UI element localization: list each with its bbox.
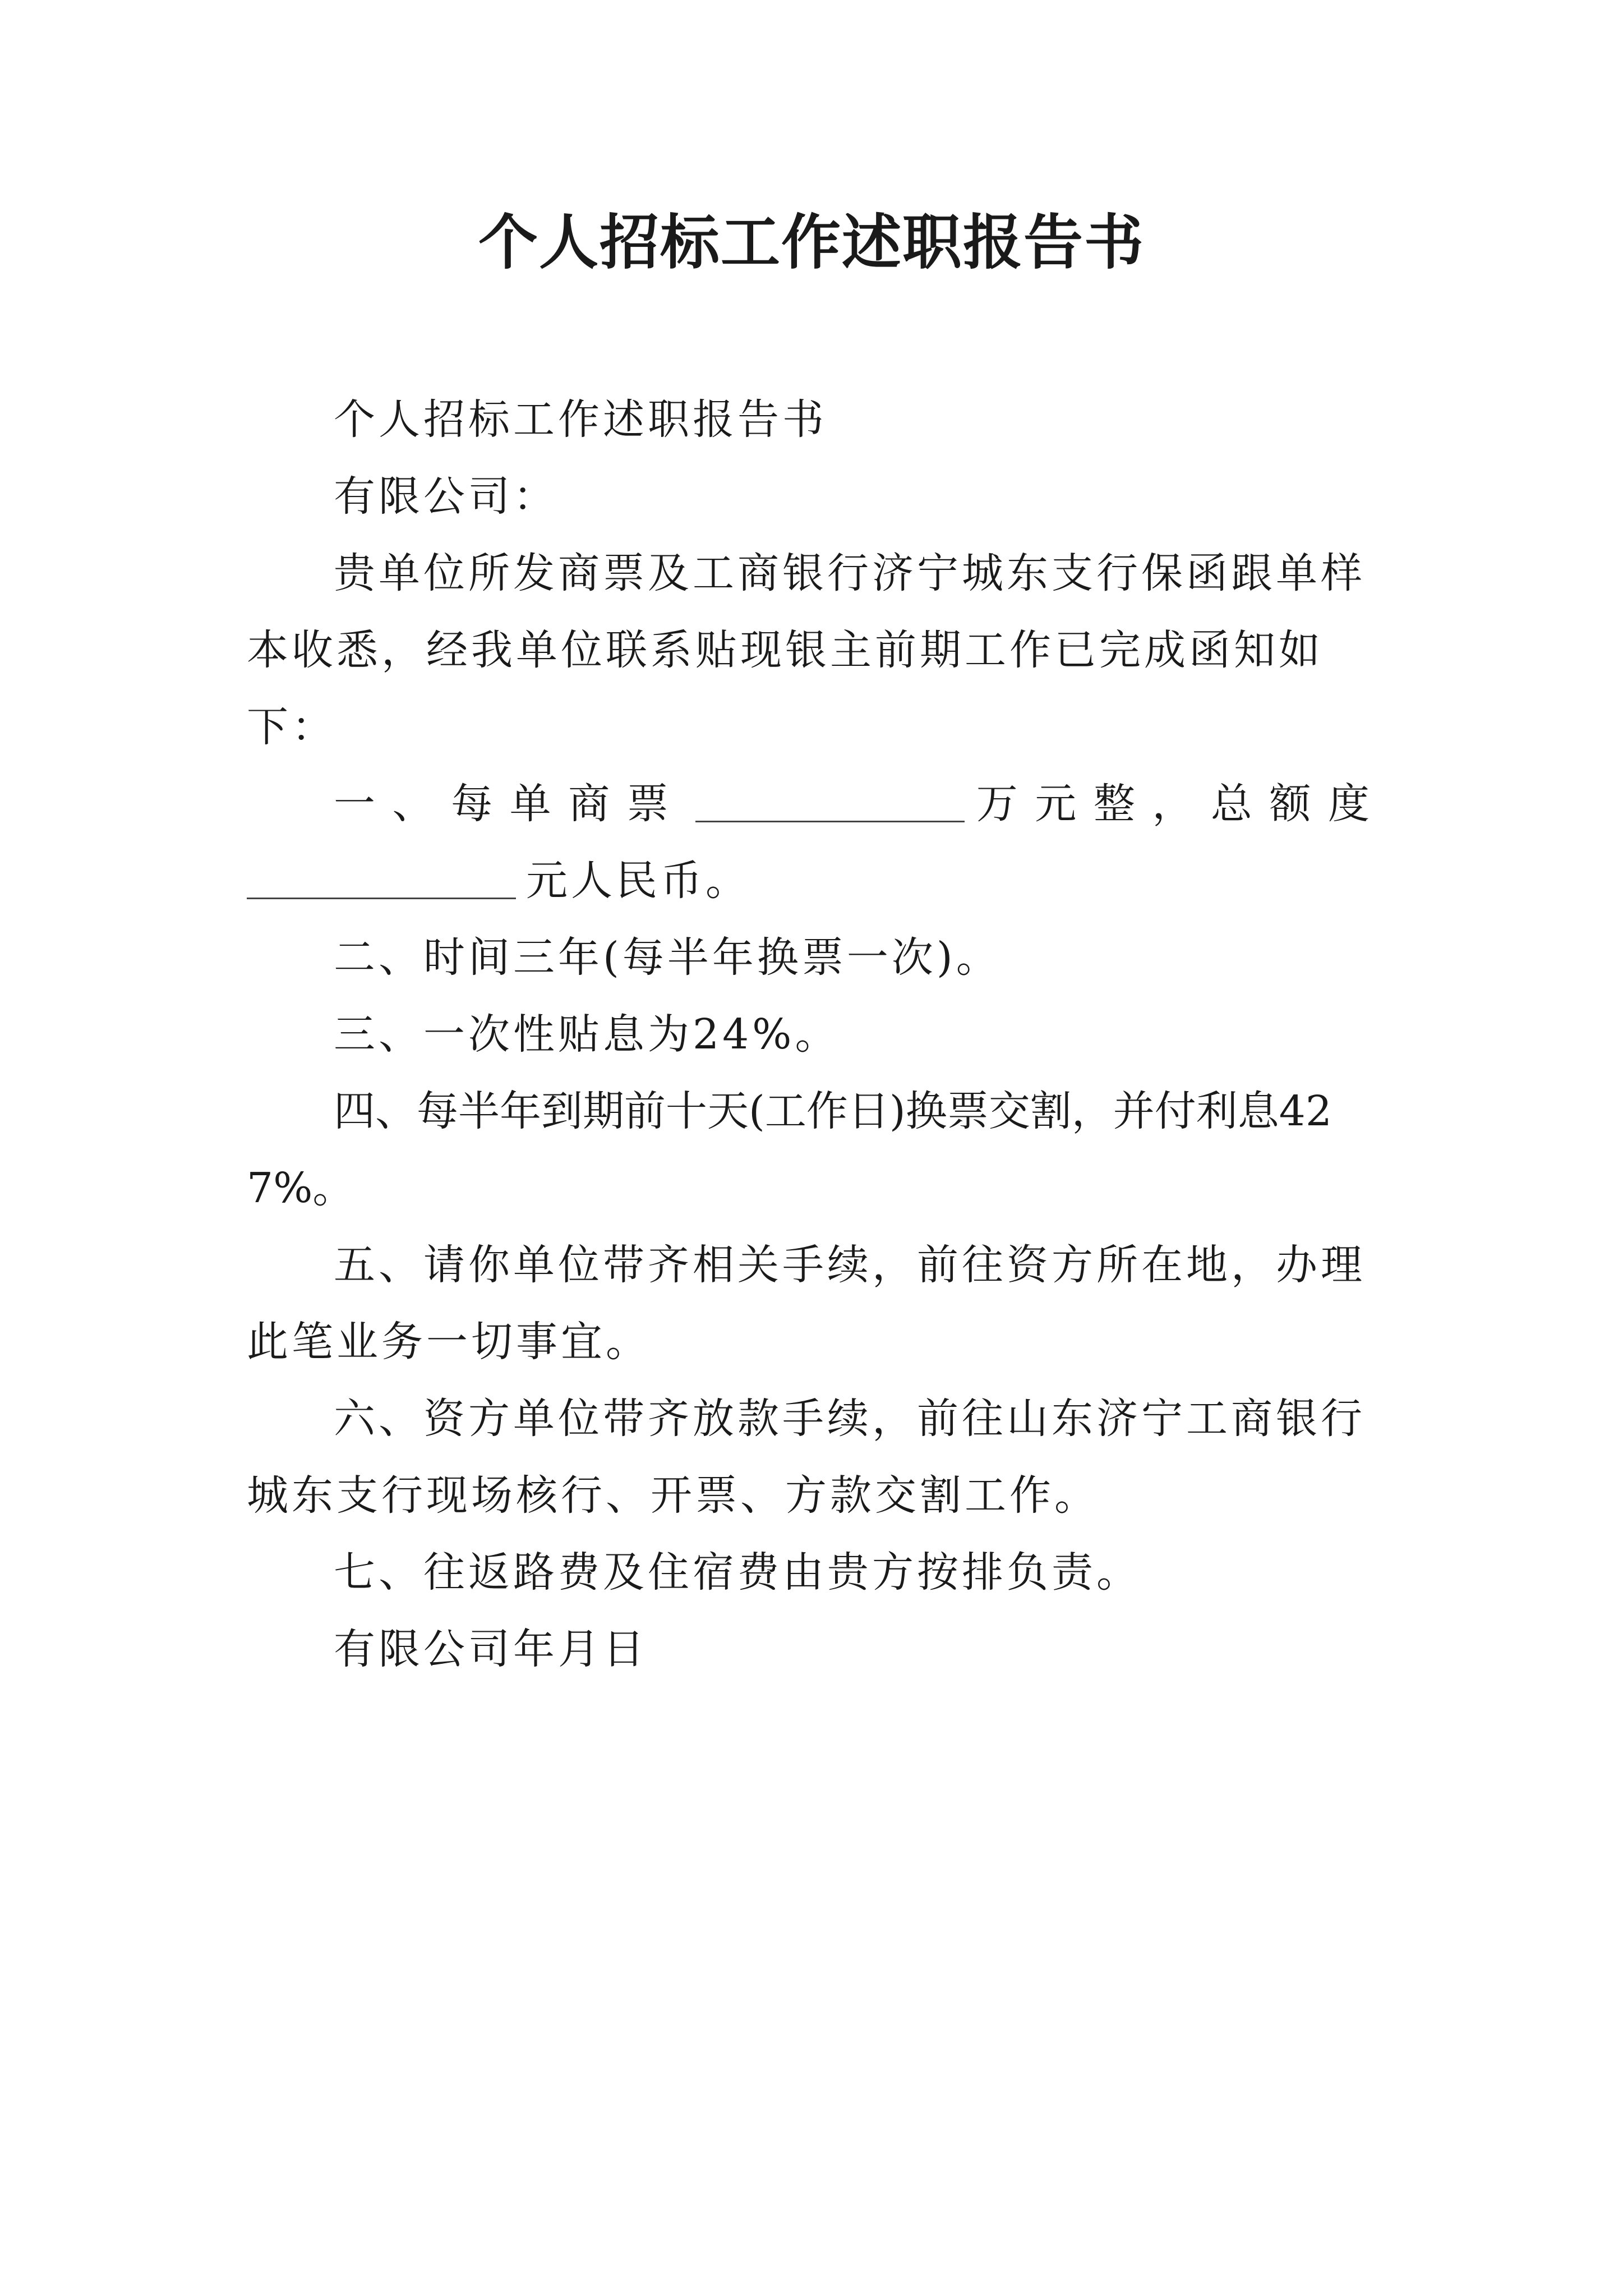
paragraph-heading-repeat: 个人招标工作述职报告书 bbox=[334, 395, 827, 444]
paragraph-intro: 贵单位所发商票及工商银行济宁城东支行保函跟单样本收悉，经我单位联系贴现银主前期工作已完成函知如下： bbox=[247, 549, 1366, 751]
paragraph-item-7: 七、往返路费及住宿费由贵方按排负责。 bbox=[334, 1548, 1141, 1596]
paragraph-item-5: 五、请你单位带齐相关手续，前往资方所在地，办理此笔业务一切事宜。 bbox=[247, 1241, 1366, 1366]
document-body bbox=[247, 381, 1385, 1688]
paragraph-addressee: 有限公司： bbox=[334, 472, 558, 521]
paragraph-signature-date: 有限公司年月日 bbox=[334, 1625, 648, 1673]
paragraph-item-3: 三、一次性贴息为24%。 bbox=[334, 1010, 840, 1059]
paragraph-item-1 bbox=[247, 766, 1385, 843]
paragraph-item-2: 二、时间三年(每半年换票一次)。 bbox=[334, 933, 1001, 982]
item-1-text-b: 万元整，总额度 bbox=[975, 780, 1386, 828]
paragraph-item-4: 四、每半年到期前十天(工作日)换票交割，并付利息427%。 bbox=[247, 1087, 1332, 1212]
document-title: 个人招标工作述职报告书 bbox=[478, 207, 1145, 277]
paragraph-item-6: 六、资方单位带齐放款手续，前往山东济宁工商银行城东支行现场核行、开票、方款交割工作。 bbox=[247, 1395, 1366, 1520]
item-1-text-c: 元人民币。 bbox=[526, 857, 750, 905]
amount-per-bill-blank bbox=[695, 779, 965, 822]
paragraph-item-1-continued bbox=[247, 843, 1385, 919]
item-1-text-a: 一、每单商票 bbox=[334, 780, 686, 828]
total-amount-blank bbox=[247, 856, 516, 899]
